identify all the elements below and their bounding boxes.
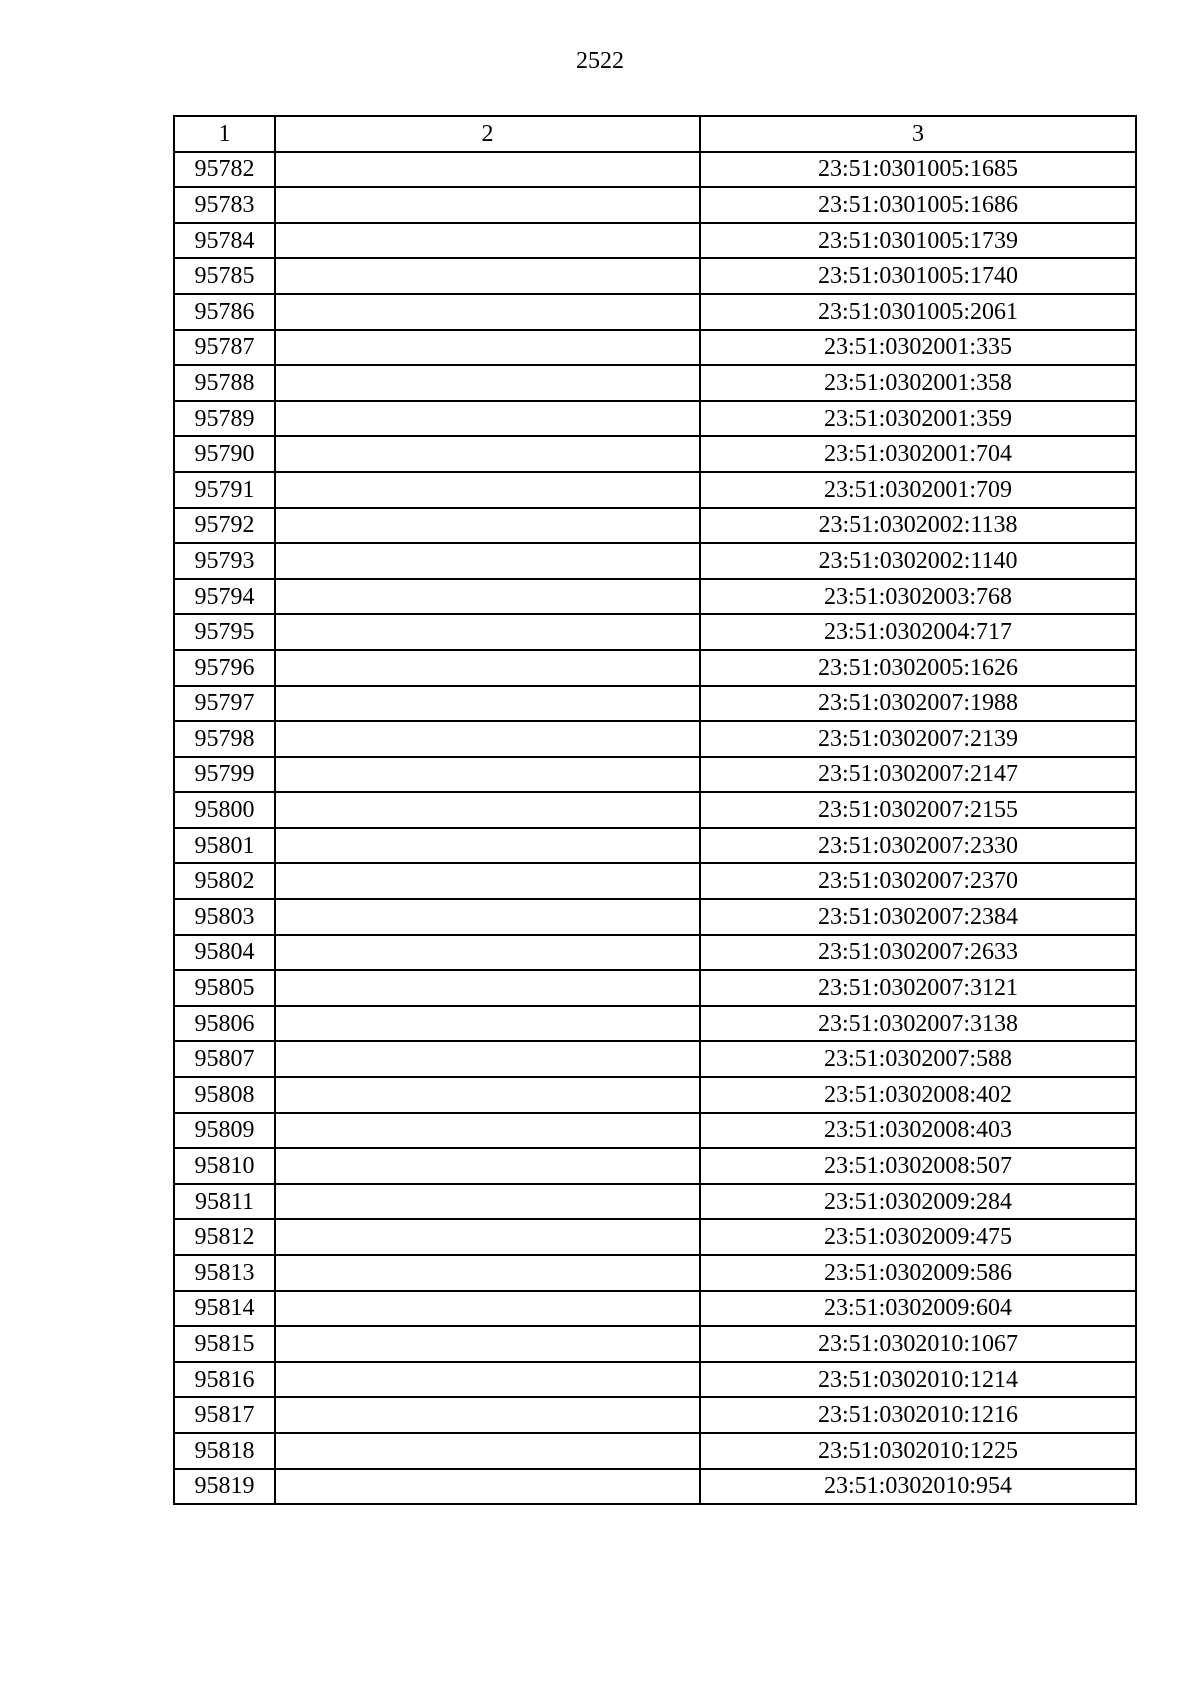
row-number-cell: 95792 bbox=[174, 508, 275, 544]
cadastral-number-cell: 23:51:0302010:1216 bbox=[700, 1397, 1136, 1433]
name-cell bbox=[275, 1077, 700, 1113]
row-number-cell: 95790 bbox=[174, 436, 275, 472]
name-cell bbox=[275, 258, 700, 294]
table-row bbox=[174, 614, 1136, 650]
cadastral-number-cell: 23:51:0302009:284 bbox=[700, 1184, 1136, 1220]
table-row bbox=[174, 294, 1136, 330]
cadastral-number-cell: 23:51:0302001:358 bbox=[700, 365, 1136, 401]
cadastral-number-cell: 23:51:0302008:402 bbox=[700, 1077, 1136, 1113]
row-number-cell: 95817 bbox=[174, 1397, 275, 1433]
table-row bbox=[174, 543, 1136, 579]
cadastral-number-cell: 23:51:0302007:2139 bbox=[700, 721, 1136, 757]
table-row bbox=[174, 365, 1136, 401]
name-cell bbox=[275, 650, 700, 686]
row-number-cell: 95782 bbox=[174, 152, 275, 188]
row-number-cell: 95791 bbox=[174, 472, 275, 508]
name-cell bbox=[275, 508, 700, 544]
table-row bbox=[174, 1184, 1136, 1220]
name-cell bbox=[275, 1397, 700, 1433]
column-header-3: 3 bbox=[700, 116, 1136, 152]
table-body bbox=[174, 152, 1136, 1505]
table-row bbox=[174, 721, 1136, 757]
table-row bbox=[174, 1077, 1136, 1113]
cadastral-number-cell: 23:51:0302007:2384 bbox=[700, 899, 1136, 935]
name-cell bbox=[275, 614, 700, 650]
cadastral-number-cell: 23:51:0301005:1686 bbox=[700, 187, 1136, 223]
name-cell bbox=[275, 152, 700, 188]
cadastral-number-cell: 23:51:0302002:1138 bbox=[700, 508, 1136, 544]
name-cell bbox=[275, 757, 700, 793]
table-row bbox=[174, 401, 1136, 437]
cadastral-number-cell: 23:51:0302010:1067 bbox=[700, 1326, 1136, 1362]
cadastral-number-cell: 23:51:0302001:709 bbox=[700, 472, 1136, 508]
cadastral-number-cell: 23:51:0302010:1225 bbox=[700, 1433, 1136, 1469]
cadastral-number-cell: 23:51:0302007:2147 bbox=[700, 757, 1136, 793]
table-row bbox=[174, 1397, 1136, 1433]
name-cell bbox=[275, 436, 700, 472]
table-row bbox=[174, 650, 1136, 686]
column-header-2: 2 bbox=[275, 116, 700, 152]
row-number-cell: 95807 bbox=[174, 1041, 275, 1077]
table-row bbox=[174, 863, 1136, 899]
name-cell bbox=[275, 1433, 700, 1469]
name-cell bbox=[275, 579, 700, 615]
row-number-cell: 95793 bbox=[174, 543, 275, 579]
row-number-cell: 95818 bbox=[174, 1433, 275, 1469]
column-header-1: 1 bbox=[174, 116, 275, 152]
name-cell bbox=[275, 543, 700, 579]
row-number-cell: 95801 bbox=[174, 828, 275, 864]
row-number-cell: 95783 bbox=[174, 187, 275, 223]
table-row bbox=[174, 757, 1136, 793]
cadastral-number-cell: 23:51:0302007:3121 bbox=[700, 970, 1136, 1006]
cadastral-number-cell: 23:51:0302004:717 bbox=[700, 614, 1136, 650]
name-cell bbox=[275, 1469, 700, 1505]
row-number-cell: 95789 bbox=[174, 401, 275, 437]
table-row bbox=[174, 508, 1136, 544]
row-number-cell: 95798 bbox=[174, 721, 275, 757]
table-row bbox=[174, 223, 1136, 259]
cadastral-number-cell: 23:51:0301005:1739 bbox=[700, 223, 1136, 259]
name-cell bbox=[275, 187, 700, 223]
table-row bbox=[174, 1006, 1136, 1042]
name-cell bbox=[275, 1006, 700, 1042]
cadastral-number-cell: 23:51:0302007:1988 bbox=[700, 686, 1136, 722]
table-row bbox=[174, 1255, 1136, 1291]
name-cell bbox=[275, 721, 700, 757]
name-cell bbox=[275, 1148, 700, 1184]
table-row bbox=[174, 1433, 1136, 1469]
cadastral-number-cell: 23:51:0301005:1740 bbox=[700, 258, 1136, 294]
name-cell bbox=[275, 365, 700, 401]
cadastral-number-cell: 23:51:0302005:1626 bbox=[700, 650, 1136, 686]
table-row bbox=[174, 686, 1136, 722]
table-row bbox=[174, 1041, 1136, 1077]
name-cell bbox=[275, 828, 700, 864]
table-row bbox=[174, 187, 1136, 223]
name-cell bbox=[275, 1326, 700, 1362]
table-row bbox=[174, 1326, 1136, 1362]
row-number-cell: 95811 bbox=[174, 1184, 275, 1220]
cadastral-number-cell: 23:51:0301005:2061 bbox=[700, 294, 1136, 330]
name-cell bbox=[275, 792, 700, 828]
cadastral-number-cell: 23:51:0302001:335 bbox=[700, 330, 1136, 366]
row-number-cell: 95786 bbox=[174, 294, 275, 330]
cadastral-number-cell: 23:51:0302007:3138 bbox=[700, 1006, 1136, 1042]
table-header-row bbox=[174, 116, 1136, 152]
table-row bbox=[174, 258, 1136, 294]
cadastral-number-cell: 23:51:0302010:954 bbox=[700, 1469, 1136, 1505]
row-number-cell: 95819 bbox=[174, 1469, 275, 1505]
table-row bbox=[174, 436, 1136, 472]
row-number-cell: 95812 bbox=[174, 1219, 275, 1255]
table-row bbox=[174, 1469, 1136, 1505]
row-number-cell: 95813 bbox=[174, 1255, 275, 1291]
name-cell bbox=[275, 294, 700, 330]
row-number-cell: 95808 bbox=[174, 1077, 275, 1113]
table-row bbox=[174, 792, 1136, 828]
name-cell bbox=[275, 970, 700, 1006]
table-row bbox=[174, 935, 1136, 971]
cadastral-number-cell: 23:51:0302009:475 bbox=[700, 1219, 1136, 1255]
name-cell bbox=[275, 472, 700, 508]
page-number: 2522 bbox=[576, 48, 624, 74]
row-number-cell: 95788 bbox=[174, 365, 275, 401]
row-number-cell: 95802 bbox=[174, 863, 275, 899]
row-number-cell: 95816 bbox=[174, 1362, 275, 1398]
name-cell bbox=[275, 935, 700, 971]
registry-table bbox=[173, 115, 1137, 1505]
name-cell bbox=[275, 1113, 700, 1149]
cadastral-number-cell: 23:51:0302002:1140 bbox=[700, 543, 1136, 579]
row-number-cell: 95809 bbox=[174, 1113, 275, 1149]
cadastral-number-cell: 23:51:0302003:768 bbox=[700, 579, 1136, 615]
table-row bbox=[174, 1113, 1136, 1149]
name-cell bbox=[275, 1041, 700, 1077]
table-row bbox=[174, 472, 1136, 508]
name-cell bbox=[275, 1362, 700, 1398]
cadastral-number-cell: 23:51:0302007:2155 bbox=[700, 792, 1136, 828]
table-row bbox=[174, 1291, 1136, 1327]
name-cell bbox=[275, 330, 700, 366]
cadastral-number-cell: 23:51:0302008:507 bbox=[700, 1148, 1136, 1184]
name-cell bbox=[275, 1219, 700, 1255]
row-number-cell: 95784 bbox=[174, 223, 275, 259]
row-number-cell: 95787 bbox=[174, 330, 275, 366]
table-row bbox=[174, 1362, 1136, 1398]
row-number-cell: 95803 bbox=[174, 899, 275, 935]
table-row bbox=[174, 970, 1136, 1006]
cadastral-number-cell: 23:51:0302010:1214 bbox=[700, 1362, 1136, 1398]
cadastral-number-cell: 23:51:0302001:704 bbox=[700, 436, 1136, 472]
name-cell bbox=[275, 1184, 700, 1220]
name-cell bbox=[275, 1255, 700, 1291]
name-cell bbox=[275, 686, 700, 722]
table-row bbox=[174, 152, 1136, 188]
name-cell bbox=[275, 863, 700, 899]
row-number-cell: 95795 bbox=[174, 614, 275, 650]
cadastral-number-cell: 23:51:0302008:403 bbox=[700, 1113, 1136, 1149]
table-row bbox=[174, 579, 1136, 615]
row-number-cell: 95794 bbox=[174, 579, 275, 615]
name-cell bbox=[275, 899, 700, 935]
row-number-cell: 95806 bbox=[174, 1006, 275, 1042]
row-number-cell: 95815 bbox=[174, 1326, 275, 1362]
row-number-cell: 95805 bbox=[174, 970, 275, 1006]
name-cell bbox=[275, 1291, 700, 1327]
table-row bbox=[174, 330, 1136, 366]
row-number-cell: 95797 bbox=[174, 686, 275, 722]
row-number-cell: 95810 bbox=[174, 1148, 275, 1184]
table-row bbox=[174, 1219, 1136, 1255]
name-cell bbox=[275, 223, 700, 259]
cadastral-number-cell: 23:51:0302001:359 bbox=[700, 401, 1136, 437]
row-number-cell: 95799 bbox=[174, 757, 275, 793]
cadastral-number-cell: 23:51:0301005:1685 bbox=[700, 152, 1136, 188]
cadastral-number-cell: 23:51:0302009:586 bbox=[700, 1255, 1136, 1291]
row-number-cell: 95796 bbox=[174, 650, 275, 686]
name-cell bbox=[275, 401, 700, 437]
table-row bbox=[174, 828, 1136, 864]
cadastral-number-cell: 23:51:0302007:2633 bbox=[700, 935, 1136, 971]
row-number-cell: 95804 bbox=[174, 935, 275, 971]
table-row bbox=[174, 899, 1136, 935]
cadastral-number-cell: 23:51:0302009:604 bbox=[700, 1291, 1136, 1327]
cadastral-number-cell: 23:51:0302007:2370 bbox=[700, 863, 1136, 899]
cadastral-number-cell: 23:51:0302007:588 bbox=[700, 1041, 1136, 1077]
row-number-cell: 95800 bbox=[174, 792, 275, 828]
table-row bbox=[174, 1148, 1136, 1184]
row-number-cell: 95785 bbox=[174, 258, 275, 294]
row-number-cell: 95814 bbox=[174, 1291, 275, 1327]
cadastral-number-cell: 23:51:0302007:2330 bbox=[700, 828, 1136, 864]
